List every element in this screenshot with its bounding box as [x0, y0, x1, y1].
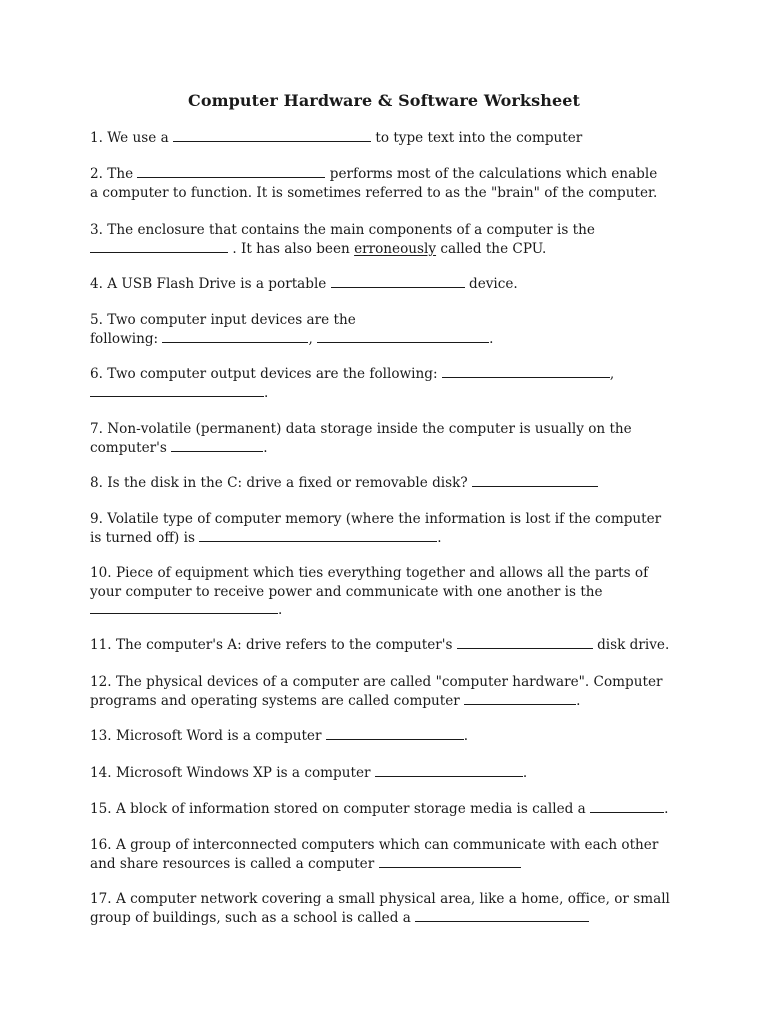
- answer-blank[interactable]: [331, 275, 465, 288]
- answer-blank[interactable]: [171, 439, 263, 452]
- question-text: 9. Volatile type of computer memory (where the information is lost if the computer: [90, 511, 662, 527]
- answer-blank[interactable]: [457, 636, 593, 649]
- worksheet-title: Computer Hardware & Software Worksheet: [187, 91, 581, 110]
- answer-blank[interactable]: [317, 330, 489, 343]
- question-text: performs most of the calculations which enable: [325, 166, 658, 182]
- question-text: 17. A computer network covering a small physical area, like a home, office, or small: [90, 891, 670, 907]
- question-7: [90, 420, 690, 457]
- answer-blank[interactable]: [590, 800, 664, 813]
- answer-blank[interactable]: [326, 727, 464, 740]
- question-2: [90, 165, 690, 202]
- question-text: your computer to receive power and communicate with one another is the: [90, 583, 603, 600]
- question-text: disk drive.: [592, 637, 670, 653]
- question-text: 10. Piece of equipment which ties everything together and allows all the parts of: [90, 565, 649, 581]
- question-6: [90, 365, 690, 402]
- question-text: 4. A USB Flash Drive is a portable: [90, 276, 331, 292]
- question-text: group of buildings, such as a school is called a: [90, 909, 416, 926]
- answer-blank[interactable]: [379, 855, 521, 868]
- answer-blank[interactable]: [137, 165, 325, 178]
- question-text: 16. A group of interconnected computers which can communicate with each other: [90, 837, 659, 853]
- question-text: is turned off) is: [90, 529, 200, 546]
- question-text: 6. Two computer output devices are the following:: [90, 366, 442, 382]
- answer-blank[interactable]: [442, 365, 610, 378]
- question-text: 15. A block of information stored on computer storage media is called a: [90, 801, 591, 817]
- answer-blank[interactable]: [375, 764, 523, 777]
- question-15: [90, 800, 690, 819]
- question-text: computer's: [90, 439, 172, 456]
- question-text: 7. Non-volatile (permanent) data storage inside the computer is usually on the: [90, 421, 632, 437]
- question-5: [90, 311, 690, 348]
- question-text: 2. The: [90, 166, 138, 182]
- underlined-word: erroneously: [354, 240, 437, 257]
- answer-blank[interactable]: [90, 384, 264, 397]
- answer-blank[interactable]: [472, 474, 598, 487]
- question-text: called the CPU.: [436, 240, 547, 257]
- question-text: .: [263, 439, 268, 456]
- question-text: .: [664, 801, 669, 817]
- question-text: 13. Microsoft Word is a computer: [90, 728, 326, 744]
- question-17: [90, 890, 690, 927]
- question-text: to type text into the computer: [371, 130, 583, 146]
- question-text: 1. We use a: [90, 130, 174, 146]
- question-text: 8. Is the disk in the C: drive a fixed or removable disk?: [90, 475, 472, 491]
- question-text: .: [576, 692, 581, 709]
- question-text: .: [489, 330, 494, 347]
- question-text: 5. Two computer input devices are the: [90, 312, 356, 328]
- question-13: [90, 727, 690, 746]
- question-text: 11. The computer's A: drive refers to the computer's: [90, 637, 457, 653]
- question-text: .: [522, 765, 528, 781]
- question-text: .: [463, 728, 469, 744]
- question-text: programs and operating systems are called computer: [90, 692, 465, 709]
- question-text: .: [437, 529, 442, 546]
- question-16: [90, 836, 690, 873]
- question-14: [90, 764, 690, 783]
- question-text: 14. Microsoft Windows XP is a computer: [90, 765, 375, 781]
- question-text: 12. The physical devices of a computer are called "computer hardware". Computer: [90, 674, 663, 690]
- answer-blank[interactable]: [173, 129, 371, 142]
- question-9: [90, 510, 690, 547]
- answer-blank[interactable]: [90, 601, 278, 614]
- answer-blank[interactable]: [415, 909, 589, 922]
- question-text: following:: [90, 330, 163, 347]
- question-text: device.: [464, 276, 518, 292]
- question-10: [90, 564, 690, 620]
- answer-blank[interactable]: [199, 529, 437, 542]
- question-11: [90, 636, 690, 655]
- question-3: [90, 221, 690, 258]
- answer-blank[interactable]: [90, 240, 228, 253]
- question-text: and share resources is called a computer: [90, 855, 379, 872]
- question-8: [90, 474, 690, 493]
- question-text: .: [278, 602, 283, 618]
- question-12: [90, 673, 690, 710]
- question-text: .: [264, 384, 269, 401]
- question-text: ,: [609, 366, 615, 382]
- question-text: . It has also been: [228, 240, 355, 257]
- question-text: 3. The enclosure that contains the main components of a computer is the: [90, 222, 595, 238]
- question-1: [90, 129, 690, 148]
- question-4: [90, 275, 690, 294]
- question-text: ,: [308, 330, 318, 347]
- question-text: a computer to function. It is sometimes referred to as the "brain" of the computer.: [90, 184, 658, 201]
- answer-blank[interactable]: [464, 692, 576, 705]
- answer-blank[interactable]: [162, 330, 308, 343]
